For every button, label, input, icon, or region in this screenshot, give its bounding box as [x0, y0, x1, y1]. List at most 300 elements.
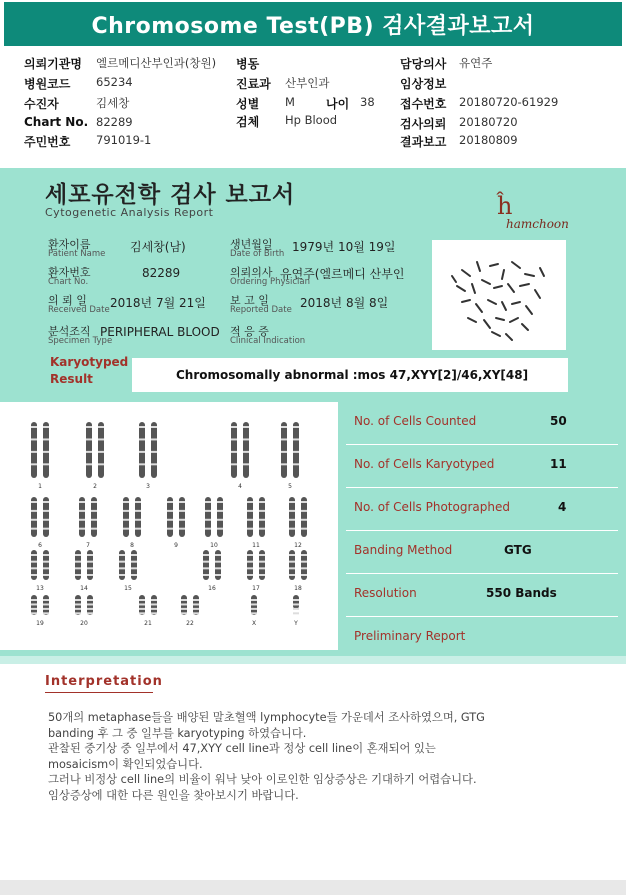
chromosome-band — [75, 554, 81, 556]
stat-row-cells-photographed — [346, 488, 618, 531]
label-specimen-type-en: Specimen Type — [48, 336, 113, 346]
interpretation-title: Interpretation — [45, 674, 163, 689]
chromosome-band — [43, 510, 49, 512]
chromosome-band — [205, 528, 211, 530]
chromosome-band — [43, 603, 49, 605]
chromosome-band — [43, 528, 49, 530]
chromosome-band — [43, 567, 49, 569]
karyotyped-label-line2: Result — [50, 372, 93, 386]
chromosome-band — [43, 426, 49, 428]
value-reported-date: 2018년 8월 8일 — [300, 296, 389, 310]
interpretation-line: banding 후 그 중 일부를 karyotyping 하였습니다. — [48, 726, 307, 740]
chromosome-label: 17 — [252, 585, 260, 592]
value-patient: 김세창 — [96, 96, 130, 110]
chromosome-band — [31, 599, 37, 601]
report-title-en: Cytogenetic Analysis Report — [45, 206, 214, 219]
chromosome-band — [86, 438, 92, 440]
chromosome-band — [43, 451, 49, 453]
stat-row-resolution — [346, 574, 618, 617]
label-institution: 의뢰기관명 — [24, 57, 82, 71]
chromosome-band — [98, 451, 104, 453]
chromosome-band — [151, 603, 157, 605]
label-chart-number: 환자번호 — [48, 266, 91, 279]
chromosome-band — [243, 438, 249, 440]
label-patient-name-en: Patient Name — [48, 249, 106, 259]
chromosome-label: 21 — [144, 620, 152, 627]
logo-mark-icon: ĥ — [497, 192, 513, 220]
stat-label: No. of Cells Photographed — [354, 500, 510, 514]
value-request-date: 20180720 — [459, 115, 518, 129]
chromosome-band — [247, 574, 253, 576]
chromosome-band — [179, 519, 185, 521]
label-received-date-en: Received Date — [48, 305, 110, 315]
stat-row-banding-method — [346, 531, 618, 574]
chromosome-band — [75, 567, 81, 569]
chromosome-band — [91, 519, 97, 521]
chromosome-band — [43, 561, 49, 563]
label-chart-number-en: Chart No. — [48, 277, 89, 287]
chromosome-band — [217, 501, 223, 503]
label-department: 진료과 — [236, 77, 271, 91]
chromosome-band — [31, 567, 37, 569]
chromosome-band — [289, 554, 295, 556]
chromosome-band — [167, 528, 173, 530]
chromosome-3 — [151, 422, 157, 478]
chromosome-band — [259, 519, 265, 521]
chromosome-band — [43, 608, 49, 610]
chromosome-band — [139, 608, 145, 610]
chromosome-band — [139, 438, 145, 440]
chromosome-band — [151, 463, 157, 465]
chromosome-band — [289, 519, 295, 521]
chromosome-band — [217, 510, 223, 512]
chromosome-label: 9 — [174, 542, 178, 549]
label-clinical-info: 임상정보 — [400, 77, 447, 91]
label-indication-en: Clinical Indication — [230, 336, 306, 346]
chromosome-band — [31, 561, 37, 563]
stat-label: Preliminary Report — [354, 629, 466, 643]
chromosome-band — [151, 599, 157, 601]
chromosome-2 — [98, 422, 104, 478]
chromosome-band — [135, 519, 141, 521]
interpretation-text — [48, 710, 568, 804]
chromosome-band — [181, 612, 187, 614]
chromosome-band — [98, 463, 104, 465]
chromosome-band — [259, 561, 265, 563]
chromosome-band — [87, 599, 93, 601]
stat-row-cells-counted — [346, 402, 618, 445]
chromosome-band — [193, 599, 199, 601]
chromosome-band — [243, 463, 249, 465]
chromosome-band — [293, 599, 299, 601]
chromosome-band — [119, 567, 125, 569]
chromosome-band — [259, 567, 265, 569]
stat-value: 11 — [550, 457, 567, 471]
chromosome-band — [289, 501, 295, 503]
label-receipt-no: 접수번호 — [400, 97, 447, 111]
chromosome-band — [123, 519, 129, 521]
chromosome-band — [231, 438, 237, 440]
chromosome-label: 14 — [80, 585, 88, 592]
chromosome-band — [259, 528, 265, 530]
chromosome-band — [31, 426, 37, 428]
chromosome-band — [43, 612, 49, 614]
chromosome-5 — [281, 422, 287, 478]
chromosome-band — [247, 554, 253, 556]
karyogram-chromosomes-icon — [0, 402, 338, 650]
chromosome-band — [31, 463, 37, 465]
chromosome-band — [247, 528, 253, 530]
chromosome-3 — [139, 422, 145, 478]
chromosome-band — [75, 574, 81, 576]
chromosome-band — [181, 608, 187, 610]
chromosome-band — [281, 426, 287, 428]
chromosome-band — [135, 528, 141, 530]
chromosome-band — [181, 603, 187, 605]
chromosome-band — [98, 426, 104, 428]
chromosome-label: 10 — [210, 542, 218, 549]
chromosome-band — [87, 561, 93, 563]
chromosome-label: 12 — [294, 542, 302, 549]
report-title: Chromosome Test(PB) 검사결과보고서 — [4, 2, 622, 46]
chromosome-band — [43, 554, 49, 556]
chromosome-band — [289, 510, 295, 512]
karyotype-result: Chromosomally abnormal :mos 47,XYY[2]/46,XY[48] — [132, 358, 568, 392]
chromosome-band — [217, 519, 223, 521]
chromosome-band — [151, 451, 157, 453]
chromosome-band — [259, 574, 265, 576]
chromosome-band — [231, 451, 237, 453]
chromosome-label: 18 — [294, 585, 302, 592]
chromosome-band — [86, 451, 92, 453]
label-patient: 수진자 — [24, 97, 59, 111]
chromosome-band — [87, 554, 93, 556]
chromosome-band — [43, 574, 49, 576]
chromosome-band — [301, 574, 307, 576]
chromosome-band — [119, 561, 125, 563]
chromosome-band — [151, 438, 157, 440]
label-report-date: 결과보고 — [400, 135, 447, 149]
chromosome-2 — [86, 422, 92, 478]
chromosome-band — [289, 567, 295, 569]
value-institution: 엘르메디산부인과(창원) — [96, 56, 217, 70]
karyotyped-label-line1: Karyotyped — [50, 355, 129, 369]
stat-value: 4 — [558, 500, 567, 514]
stat-value: GTG — [504, 543, 532, 557]
chromosome-band — [31, 574, 37, 576]
chromosome-band — [215, 574, 221, 576]
chromosome-band — [251, 599, 257, 601]
label-chart-no: Chart No. — [24, 115, 89, 129]
chromosome-4 — [231, 422, 237, 478]
stat-row-preliminary-report — [346, 617, 618, 660]
chromosome-band — [75, 612, 81, 614]
label-specimen-type: 분석조직 — [48, 325, 91, 338]
metaphase-spread-image — [432, 240, 566, 350]
value-department: 산부인과 — [285, 76, 330, 90]
chromosome-band — [31, 438, 37, 440]
stat-value: 50 — [550, 414, 567, 428]
chromosome-band — [43, 438, 49, 440]
chromosome-label: 20 — [80, 620, 88, 627]
chromosome-band — [31, 510, 37, 512]
chromosome-1 — [31, 422, 37, 478]
label-resident-no: 주민번호 — [24, 135, 71, 149]
chromosome-band — [231, 463, 237, 465]
chromosome-band — [301, 510, 307, 512]
chromosome-band — [281, 463, 287, 465]
chromosome-band — [31, 554, 37, 556]
chromosome-band — [259, 510, 265, 512]
chromosome-band — [193, 603, 199, 605]
chromosome-band — [75, 599, 81, 601]
chromosome-band — [247, 567, 253, 569]
chromosome-band — [79, 501, 85, 503]
label-sex: 성별 — [236, 97, 260, 111]
chromosome-band — [75, 603, 81, 605]
chromosome-band — [243, 426, 249, 428]
chromosome-band — [215, 554, 221, 556]
label-specimen: 검체 — [236, 115, 260, 129]
chromosome-label: 19 — [36, 620, 44, 627]
chromosome-band — [247, 501, 253, 503]
chromosome-band — [139, 426, 145, 428]
bottom-bar — [0, 880, 626, 895]
value-hospital-code: 65234 — [96, 75, 133, 89]
chromosome-band — [301, 567, 307, 569]
chromosome-band — [91, 501, 97, 503]
interpretation-line: 임상증상에 대한 다른 원인을 찾아보시기 바랍니다. — [48, 788, 299, 802]
chromosome-band — [75, 608, 81, 610]
chromosome-band — [301, 501, 307, 503]
interpretation-line: 관찰된 중기상 중 일부에서 47,XYY cell line과 정상 cell line이 혼재되어 있는 — [48, 742, 436, 756]
chromosome-label: 2 — [93, 483, 97, 490]
chromosome-band — [301, 561, 307, 563]
label-doctor: 담당의사 — [400, 57, 447, 71]
chromosome-label: 7 — [86, 542, 90, 549]
chromosome-band — [281, 451, 287, 453]
chromosome-band — [43, 463, 49, 465]
chromosome-band — [151, 612, 157, 614]
header-info — [0, 50, 626, 162]
stat-label: Resolution — [354, 586, 417, 600]
chromosome-band — [87, 608, 93, 610]
chromosome-band — [139, 599, 145, 601]
chromosome-band — [151, 426, 157, 428]
interpretation-line: 그러나 비정상 cell line의 비율이 워낙 낮아 이로인한 임상증상은 기대하기 어렵습니다. — [48, 773, 477, 787]
stat-label: No. of Cells Karyotyped — [354, 457, 495, 471]
chromosome-label: 1 — [38, 483, 42, 490]
chromosome-band — [289, 561, 295, 563]
value-chart-number: 82289 — [142, 266, 181, 280]
chromosome-band — [251, 603, 257, 605]
value-chart-no: 82289 — [96, 115, 133, 129]
label-physician-en: Ordering Physician — [230, 277, 310, 287]
stat-label: No. of Cells Counted — [354, 414, 477, 428]
chromosome-band — [301, 528, 307, 530]
chromosome-label: 15 — [124, 585, 132, 592]
label-dob-en: Date of Birth — [230, 249, 285, 259]
chromosome-band — [131, 567, 137, 569]
chromosome-label: 4 — [238, 483, 242, 490]
chromosome-band — [293, 612, 299, 614]
interpretation-line: 50개의 metaphase들을 배양된 말초혈액 lymphocyte들 가운데서 조사하였으며, GTG — [48, 711, 485, 724]
chromosome-band — [293, 451, 299, 453]
chromosome-band — [203, 574, 209, 576]
label-ward: 병동 — [236, 57, 260, 71]
value-dob: 1979년 10월 19일 — [292, 240, 396, 254]
value-specimen-type: PERIPHERAL BLOOD — [100, 325, 220, 339]
chromosome-band — [123, 528, 129, 530]
chromosome-band — [293, 463, 299, 465]
value-sex: M — [285, 95, 295, 109]
label-received-date: 의 뢰 일 — [48, 294, 87, 307]
chromosome-band — [31, 501, 37, 503]
chromosome-band — [205, 510, 211, 512]
karyotyped-result-label — [50, 354, 128, 388]
chromosome-band — [293, 438, 299, 440]
chromosome-band — [293, 608, 299, 610]
chromosome-band — [203, 567, 209, 569]
chromosome-band — [251, 612, 257, 614]
chromosome-band — [259, 554, 265, 556]
cytogenetic-report-panel — [0, 168, 626, 656]
chromosome-band — [203, 554, 209, 556]
label-reported-date: 보 고 일 — [230, 294, 269, 307]
chromosome-band — [289, 574, 295, 576]
chromosome-band — [217, 528, 223, 530]
chromosome-band — [31, 451, 37, 453]
chromosome-band — [301, 554, 307, 556]
stat-value: 550 Bands — [486, 586, 557, 600]
report-title-ko: 세포유전학 검사 보고서 — [45, 182, 296, 208]
chromosome-band — [87, 612, 93, 614]
label-dob: 생년월일 — [230, 238, 273, 251]
chromosome-band — [43, 519, 49, 521]
chromosome-band — [281, 438, 287, 440]
chromosome-band — [31, 603, 37, 605]
chromosome-band — [301, 519, 307, 521]
chromosome-band — [251, 608, 257, 610]
chromosome-band — [98, 438, 104, 440]
chromosome-band — [215, 561, 221, 563]
chromosome-label: X — [251, 620, 257, 627]
chromosome-band — [135, 510, 141, 512]
chromosome-4 — [243, 422, 249, 478]
chromosome-band — [167, 519, 173, 521]
chromosome-band — [205, 519, 211, 521]
chromosome-band — [151, 608, 157, 610]
chromosome-band — [139, 612, 145, 614]
chromosome-band — [243, 451, 249, 453]
chromosome-band — [247, 510, 253, 512]
chromosome-band — [293, 426, 299, 428]
label-request-date: 검사의뢰 — [400, 117, 447, 131]
chromosome-band — [179, 528, 185, 530]
chromosome-band — [43, 599, 49, 601]
chromosome-band — [293, 603, 299, 605]
chromosome-band — [179, 510, 185, 512]
chromosome-band — [86, 426, 92, 428]
label-physician: 의뢰의사 — [230, 266, 273, 279]
label-age: 나이 — [326, 97, 350, 111]
chromosome-label: Y — [294, 620, 298, 627]
value-specimen: Hp Blood — [285, 113, 338, 127]
chromosome-band — [131, 561, 137, 563]
chromosome-band — [215, 567, 221, 569]
value-receipt-no: 20180720-61929 — [459, 95, 559, 109]
chromosome-band — [139, 451, 145, 453]
chromosome-band — [31, 528, 37, 530]
chromosome-band — [31, 612, 37, 614]
chromosome-label: 16 — [208, 585, 216, 592]
chromosome-band — [289, 528, 295, 530]
chromosome-band — [86, 463, 92, 465]
value-doctor: 유연주 — [459, 56, 493, 70]
chromosome-band — [167, 501, 173, 503]
chromosome-band — [193, 608, 199, 610]
chromosome-band — [131, 554, 137, 556]
logo-text: hamchoon — [506, 217, 569, 231]
chromosome-5 — [293, 422, 299, 478]
chromosome-label: 3 — [146, 483, 150, 490]
chromosome-band — [193, 612, 199, 614]
chromosome-band — [79, 519, 85, 521]
chromosome-band — [167, 510, 173, 512]
chromosome-band — [87, 567, 93, 569]
metaphase-chromosomes-icon — [432, 240, 566, 350]
chromosome-band — [231, 426, 237, 428]
chromosome-band — [123, 510, 129, 512]
chromosome-band — [259, 501, 265, 503]
chromosome-band — [75, 561, 81, 563]
chromosome-band — [43, 501, 49, 503]
chromosome-band — [179, 501, 185, 503]
chromosome-band — [119, 554, 125, 556]
chromosome-band — [123, 501, 129, 503]
chromosome-label: 8 — [130, 542, 134, 549]
interpretation-line: mosaicism이 확인되었습니다. — [48, 757, 203, 771]
chromosome-band — [203, 561, 209, 563]
stat-row-cells-karyotyped — [346, 445, 618, 488]
chromosome-band — [181, 599, 187, 601]
chromosome-band — [87, 603, 93, 605]
label-patient-name: 환자이름 — [48, 238, 91, 251]
karyogram-image — [0, 402, 338, 650]
value-report-date: 20180809 — [459, 133, 518, 147]
label-hospital-code: 병원코드 — [24, 77, 71, 91]
chromosome-band — [205, 501, 211, 503]
chromosome-label: 6 — [38, 542, 42, 549]
value-patient-name: 김세창(남) — [130, 240, 186, 254]
chromosome-band — [91, 528, 97, 530]
chromosome-band — [139, 603, 145, 605]
chromosome-band — [31, 519, 37, 521]
label-reported-date-en: Reported Date — [230, 305, 292, 315]
chromosome-Y — [293, 595, 299, 609]
chromosome-label: 22 — [186, 620, 194, 627]
analysis-stats — [346, 402, 626, 656]
chromosome-band — [131, 574, 137, 576]
value-resident-no: 791019-1 — [96, 133, 152, 147]
chromosome-band — [247, 561, 253, 563]
panel-footer-strip — [0, 656, 626, 664]
value-physician: 유연주(엘르메디 산부인 — [280, 267, 405, 281]
interpretation-underline — [45, 692, 153, 693]
stat-label: Banding Method — [354, 543, 453, 557]
chromosome-band — [87, 574, 93, 576]
chromosome-band — [79, 528, 85, 530]
